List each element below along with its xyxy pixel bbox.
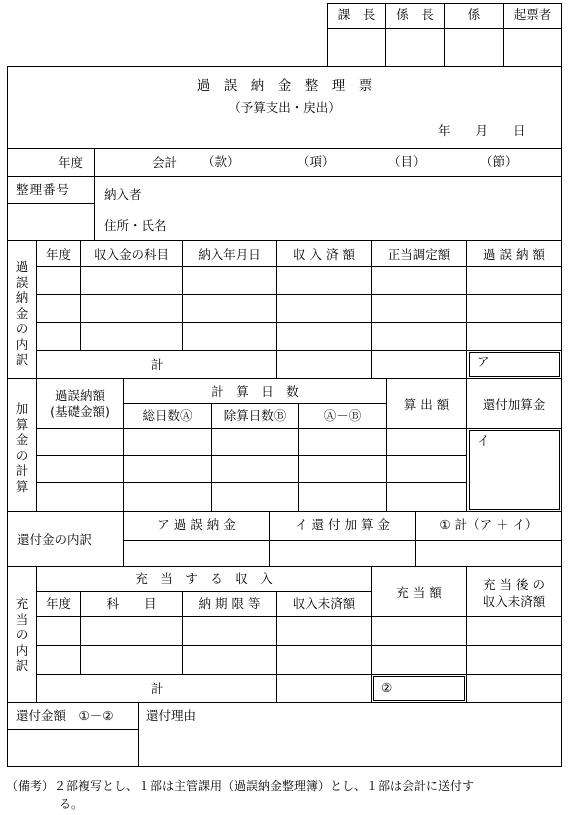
s2-excluded-days: 除算日数Ⓑ — [223, 408, 287, 423]
section1-label: 過誤納金の内訳 — [15, 259, 29, 367]
s2-computed: 算 出 額 — [403, 397, 450, 412]
refund-amount-label: 還付金額 ①－② — [16, 708, 114, 723]
budget-kan: （款） — [202, 154, 240, 169]
s1-header-seito-chotei: 正当調定額 — [387, 247, 451, 262]
stamp-kacho-box[interactable] — [328, 29, 385, 66]
s4-header: 充 当 す る 収 入 — [135, 571, 273, 586]
form-title: 過 誤 納 金 整 理 票 — [196, 78, 373, 94]
jusho-shimei-label: 住所・氏名 — [104, 218, 167, 233]
s2-refund-add: 還付加算金 — [482, 397, 546, 412]
stamp-kacho-label: 課 長 — [337, 7, 376, 22]
seiri-bango-label: 整理番号 — [16, 182, 71, 197]
nounyusha-label: 納入者 — [104, 187, 142, 202]
s1-header-nounyu-date: 納入年月日 — [198, 247, 261, 262]
s4-misai: 収入未済額 — [292, 596, 356, 611]
budget-kou: （項） — [297, 154, 335, 169]
section3-label: 還付金の内訳 — [17, 532, 93, 547]
s3-col-kago: ア 過 誤 納 金 — [157, 517, 236, 532]
s1-header-nendo: 年度 — [45, 247, 71, 262]
s1-header-shunyu-sumi: 収 入 済 額 — [293, 247, 355, 262]
refund-amount-field[interactable] — [8, 730, 138, 766]
s2-mark-i: イ — [477, 433, 490, 448]
budget-nendo: 年度 — [58, 155, 84, 170]
s3-col-total: ① 計（ア ＋ イ） — [439, 517, 538, 532]
budget-moku: （目） — [388, 154, 426, 169]
note-line1: （備考）２部複写とし、１部は主管課用（過誤納金整理簿）とし、１部は会計に送付す — [6, 779, 475, 793]
budget-kaikei: 会計 — [152, 155, 178, 170]
stamp-kakari-label: 係 — [467, 7, 481, 22]
s4-total-label: 計 — [151, 681, 164, 696]
s2-kiso-line1: 過誤納額 — [54, 388, 105, 403]
s4-kamoku: 科 目 — [106, 596, 157, 611]
s2-kiso-line2: (基礎金額) — [50, 404, 110, 419]
refund-reason-label: 還付理由 — [146, 708, 197, 723]
note-line2: る。 — [59, 797, 84, 811]
s2-calc-header: 計 算 日 数 — [211, 384, 299, 399]
s1-header-kago-nogaku: 過 誤 納 額 — [483, 247, 545, 262]
stamp-kakaricho-label: 係 長 — [396, 7, 434, 22]
stamp-kihyosha-label: 起票者 — [513, 7, 552, 22]
s4-juto-gaku: 充 当 額 — [396, 585, 442, 600]
budget-setsu: （節） — [480, 154, 518, 169]
section4-label: 充当の内訳 — [15, 596, 29, 673]
stamp-kakaricho-box[interactable] — [386, 29, 444, 66]
s2-diff-days: Ⓐ－Ⓑ — [323, 408, 362, 423]
s1-total-label: 計 — [151, 357, 164, 372]
s4-nendo: 年度 — [45, 596, 71, 611]
seiri-bango-field[interactable] — [8, 204, 94, 240]
form-subtitle: （予算支出・戻出） — [228, 100, 341, 115]
s4-mark-2: ② — [381, 680, 393, 695]
s3-col-kanpu-kasan: イ 還 付 加 算 金 — [295, 517, 390, 532]
section2-label: 加算金の計算 — [15, 401, 29, 494]
s4-after-line2: 収入未済額 — [482, 594, 546, 609]
s1-header-kamoku: 収入金の科目 — [93, 247, 169, 262]
s4-after-line1: 充 当 後 の — [483, 577, 545, 592]
form-date: 年 月 日 — [438, 123, 526, 138]
stamp-kakari-box[interactable] — [445, 29, 503, 66]
stamp-kihyosha-box[interactable] — [504, 29, 561, 66]
s4-kigen: 納 期 限 等 — [198, 596, 261, 611]
s1-mark-a: ア — [477, 354, 490, 369]
s2-total-days: 総日数Ⓐ — [142, 408, 193, 423]
refund-reason-field[interactable] — [139, 726, 561, 766]
